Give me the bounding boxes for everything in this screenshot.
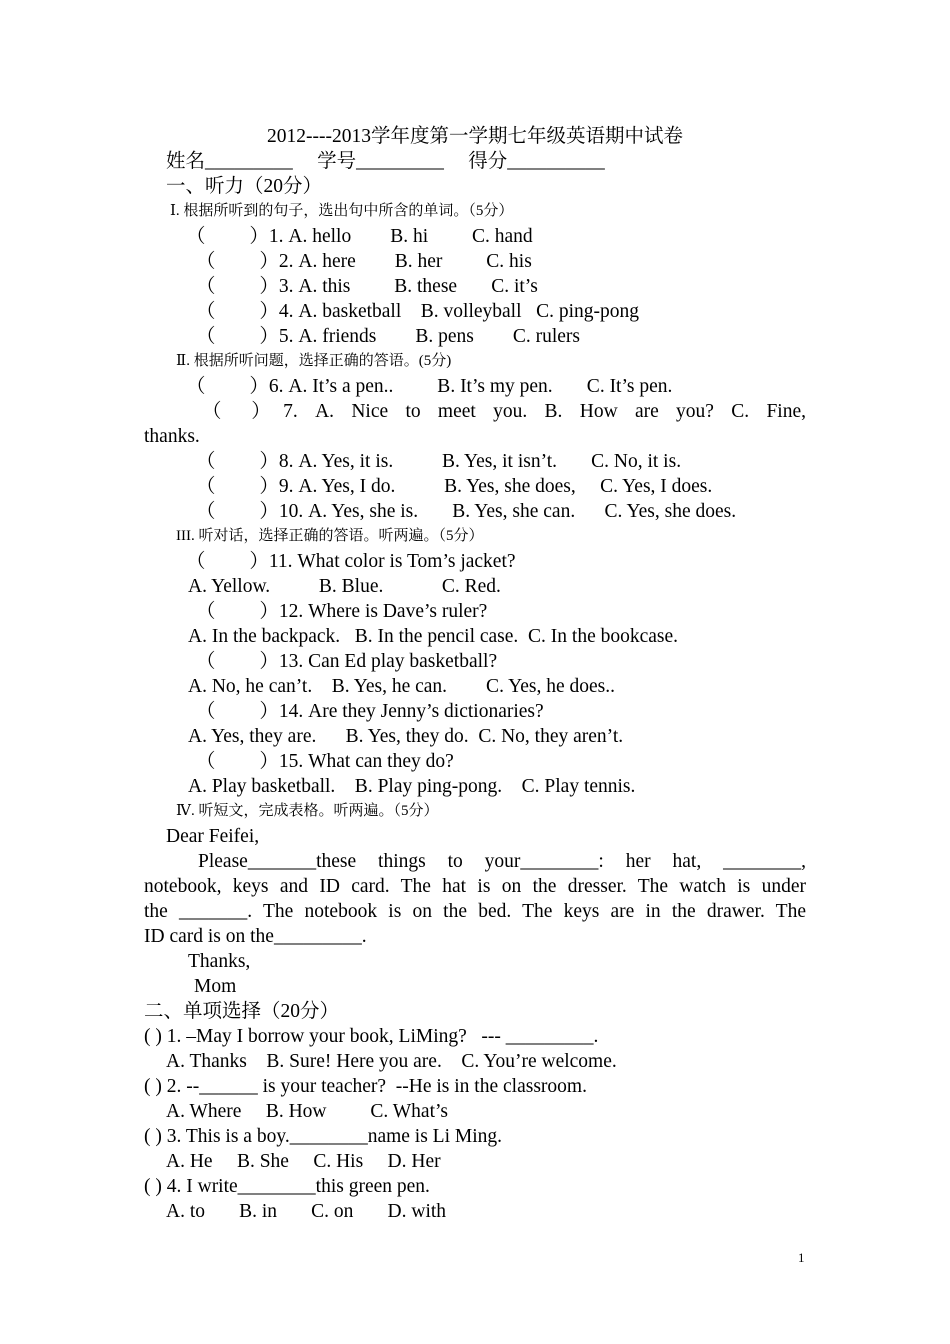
question-line-continued: thanks. xyxy=(144,426,200,447)
answer-options: A. Where B. How C. What’s xyxy=(166,1101,448,1122)
answer-options: A. Play basketball. B. Play ping-pong. C. Play tennis. xyxy=(188,776,636,797)
answer-options: A. to B. in C. on D. with xyxy=(166,1201,447,1222)
part3-instruction: III. 听对话，选择正确的答语。听两遍。（5分） xyxy=(176,528,484,544)
part1-instruction: Ⅰ. 根据所听到的句子，选出句中所含的单词。（5分） xyxy=(170,203,514,219)
question-line: （ ）5. A. friends B. pens C. rulers xyxy=(196,326,581,347)
answer-options: A. He B. She C. His D. Her xyxy=(166,1151,441,1172)
letter-text-line: ID card is on the_________. xyxy=(144,926,367,947)
question-line: （ ）1. A. hello B. hi C. hand xyxy=(186,226,533,247)
letter-signature: Mom xyxy=(194,976,237,997)
letter-text-line: the _______. The notebook is on the bed. The keys are in the drawer. The xyxy=(144,901,806,922)
question-line: ( ) 3. This is a boy.________name is Li Ming. xyxy=(144,1126,503,1147)
question-line: （ ）15. What can they do? xyxy=(196,751,454,772)
letter-greeting: Dear Feifei, xyxy=(166,826,260,847)
letter-closing: Thanks, xyxy=(188,951,251,972)
question-line: ( ) 2. --______ is your teacher? --He is in the classroom. xyxy=(144,1076,587,1097)
section-multiple-choice-heading: 二、单项选择（20分） xyxy=(144,1001,340,1022)
answer-options: A. In the backpack. B. In the pencil case. C. In the bookcase. xyxy=(188,626,679,647)
question-line: （ ）11. What color is Tom’s jacket? xyxy=(186,551,516,572)
question-line: （ ）8. A. Yes, it is. B. Yes, it isn’t. C. No, it is. xyxy=(196,451,682,472)
page-number: 1 xyxy=(798,1250,805,1265)
answer-options: A. Thanks B. Sure! Here you are. C. You’re welcome. xyxy=(166,1051,617,1072)
student-info-line: 姓名_________ 学号_________ 得分__________ xyxy=(166,151,605,172)
answer-options: A. No, he can’t. B. Yes, he can. C. Yes, he does.. xyxy=(188,676,615,697)
section-listening-heading: 一、听力（20分） xyxy=(166,176,323,197)
question-line: （ ）12. Where is Dave’s ruler? xyxy=(196,601,488,622)
letter-text-line: Please_______these things to your________: her hat, ________, xyxy=(198,851,806,872)
question-line: （ ）6. A. It’s a pen.. B. It’s my pen. C. It’s pen. xyxy=(186,376,673,397)
question-line: （ ）14. Are they Jenny’s dictionaries? xyxy=(196,701,544,722)
part4-instruction: Ⅳ. 听短文，完成表格。听两遍。（5分） xyxy=(176,803,439,819)
question-line: （ ）10. A. Yes, she is. B. Yes, she can. C. Yes, she does. xyxy=(196,501,737,522)
question-line: （ ）7. A. Nice to meet you. B. How are you? C. Fine, xyxy=(202,401,806,422)
answer-options: A. Yes, they are. B. Yes, they do. C. No, they aren’t. xyxy=(188,726,624,747)
question-line: （ ）3. A. this B. these C. it’s xyxy=(196,276,538,297)
exam-title: 2012----2013学年度第一学期七年级英语期中试卷 xyxy=(267,126,683,147)
question-line: （ ）4. A. basketball B. volleyball C. ping-pong xyxy=(196,301,640,322)
question-line: ( ) 1. –May I borrow your book, LiMing? --- _________. xyxy=(144,1026,599,1047)
answer-options: A. Yellow. B. Blue. C. Red. xyxy=(188,576,501,597)
question-line: （ ）13. Can Ed play basketball? xyxy=(196,651,498,672)
part2-instruction: Ⅱ. 根据所听问题，选择正确的答语。(5分) xyxy=(176,353,452,369)
letter-text-line: notebook, keys and ID card. The hat is on the dresser. The watch is under xyxy=(144,876,806,897)
question-line: ( ) 4. I write________this green pen. xyxy=(144,1176,430,1197)
question-line: （ ）2. A. here B. her C. his xyxy=(196,251,532,272)
question-line: （ ）9. A. Yes, I do. B. Yes, she does, C. Yes, I does. xyxy=(196,476,713,497)
